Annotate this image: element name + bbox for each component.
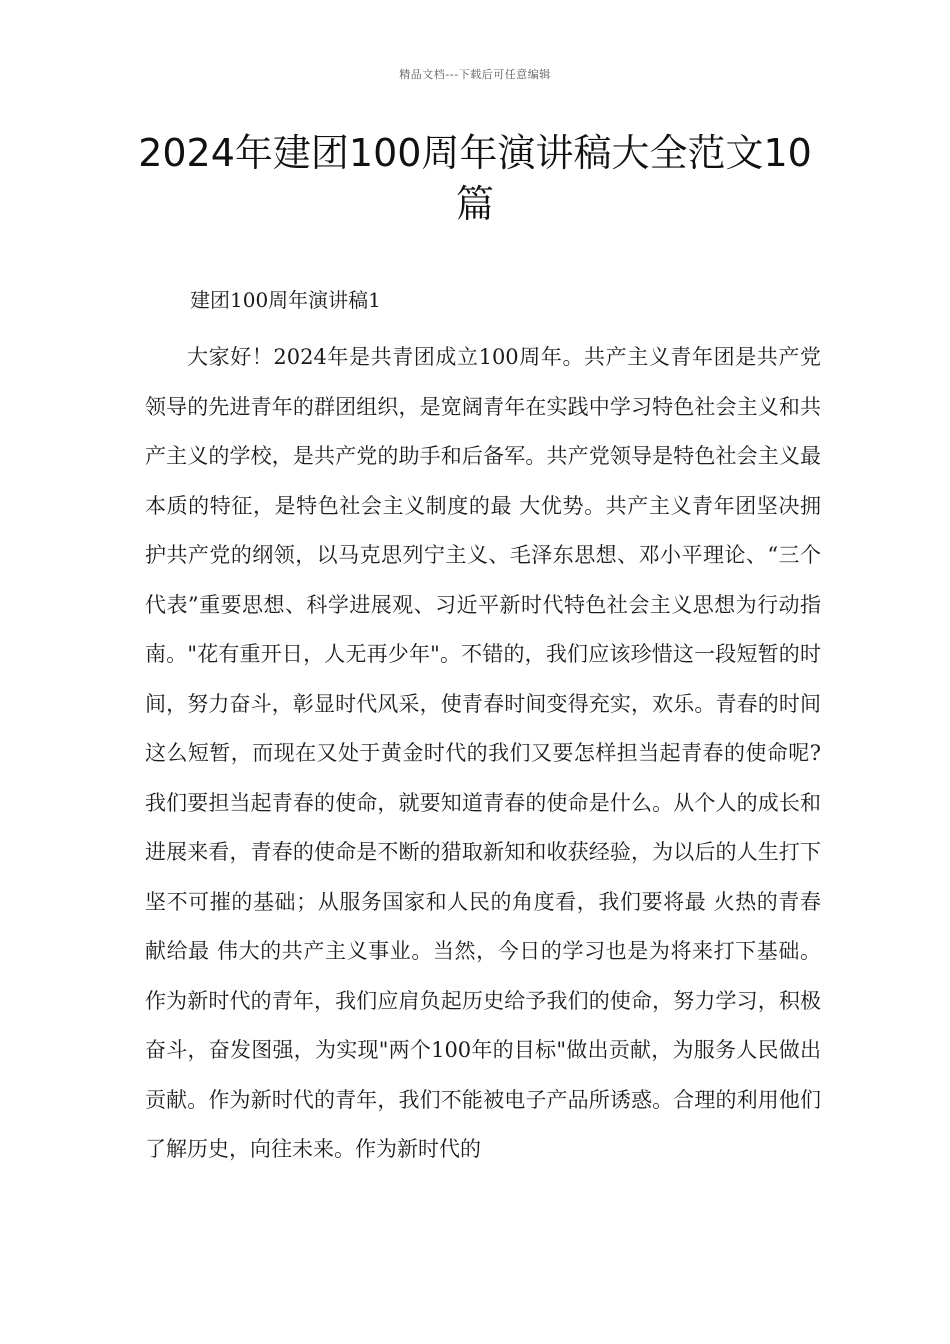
section-heading: 建团100周年演讲稿1 xyxy=(190,288,381,312)
header-note: 精品文档---下载后可任意编辑 xyxy=(399,68,551,81)
body-paragraph: 大家好！2024年是共青团成立100周年。共产主义青年团是共产党领导的先进青年的群团组织，是宽阔青年在实践中学习特色社会主义和共产主义的学校，是共产党的助手和后备军。共产党领导是特色社会主义最 本质的特征，是特色社会主义制度的最 大优势。共产主义青年团坚决拥护共产党的纲领，以马克思列宁主义、毛泽东思想、邓小平理论、“三个代表”重要思想、科学进展观、习近平新时代特色社会主义思想为行动指南。"花有重开日，人无再少年"。不错的，我们应该珍惜这一段短暂的时间，努力奋斗，彰显时代风采，使青春时间变得充实，欢乐。青春的时间这么短暂，而现在又处于黄金时代的我们又要怎样担当起青春的使命呢?我们要担当起青春的使命，就要知道青春的使命是什么。从个人的成长和进展来看，青春的使命是不断的猎取新知和收获经验，为以后的人生打下坚不可摧的基础；从服务国家和人民的角度看，我们要将最 火热的青春献给最 伟大的共产主义事业。当然，今日的学习也是为将来打下基础。作为新时代的青年，我们应肩负起历史给予我们的使命，努力学习，积极奋斗，奋发图强，为实现"两个100年的目标"做出贡献，为服务人民做出贡献。作为新时代的青年，我们不能被电子产品所诱惑。合理的利用他们了解历史，向往未来。作为新时代的 xyxy=(145,345,821,1161)
document-title: 2024年建团100周年演讲稿大全范文10篇 xyxy=(138,131,812,226)
